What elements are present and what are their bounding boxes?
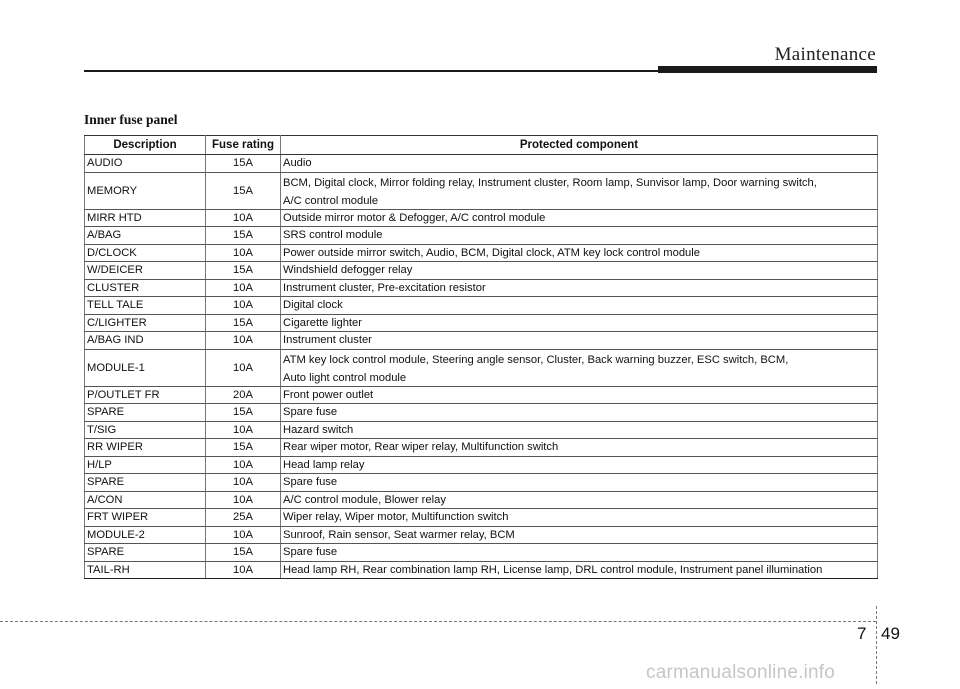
protected-component-line: ATM key lock control module, Steering angle sensor, Cluster, Back warning buzzer, ESC switch, BCM, [283, 353, 789, 366]
protected-component-line: Outside mirror motor & Defogger, A/C control module [283, 211, 546, 224]
protected-component [281, 314, 878, 332]
fuse-description: A/CON [85, 491, 206, 509]
protected-component [281, 439, 878, 457]
fuse-description: TELL TALE [85, 297, 206, 315]
protected-component [281, 172, 878, 209]
protected-component-line: Instrument cluster, Pre-excitation resistor [283, 281, 486, 294]
protected-component-line: Windshield defogger relay [283, 264, 413, 277]
protected-component-line: Spare fuse [283, 406, 338, 419]
fuse-description: AUDIO [85, 155, 206, 173]
column-header-description: Description [85, 136, 206, 155]
fuse-rating: 15A [206, 172, 281, 209]
fuse-description: C/LIGHTER [85, 314, 206, 332]
fuse-rating: 10A [206, 491, 281, 509]
protected-component-line: Sunroof, Rain sensor, Seat warmer relay, BCM [283, 528, 515, 541]
fuse-description: CLUSTER [85, 279, 206, 297]
table-row [85, 172, 878, 209]
protected-component [281, 526, 878, 544]
table-row [85, 544, 878, 562]
table-row [85, 155, 878, 173]
table-row [85, 456, 878, 474]
protected-component [281, 509, 878, 527]
fuse-rating: 20A [206, 386, 281, 404]
fuse-description: MIRR HTD [85, 209, 206, 227]
fuse-rating: 15A [206, 404, 281, 422]
fuse-rating: 10A [206, 421, 281, 439]
fuse-rating: 10A [206, 561, 281, 579]
protected-component [281, 561, 878, 579]
table-row [85, 314, 878, 332]
fuse-rating: 10A [206, 332, 281, 350]
header-rule-thick [658, 66, 877, 73]
protected-component [281, 262, 878, 280]
table-row [85, 227, 878, 245]
fuse-table [84, 135, 878, 579]
fuse-description: D/CLOCK [85, 244, 206, 262]
fuse-rating: 25A [206, 509, 281, 527]
protected-component-line: Head lamp relay [283, 458, 365, 471]
protected-component-line: Front power outlet [283, 388, 374, 401]
table-row [85, 262, 878, 280]
fuse-rating: 15A [206, 227, 281, 245]
table-row [85, 244, 878, 262]
protected-component [281, 349, 878, 386]
column-header-protected-component: Protected component [281, 136, 878, 155]
fuse-rating: 10A [206, 456, 281, 474]
protected-component-line: Rear wiper motor, Rear wiper relay, Multifunction switch [283, 441, 559, 454]
protected-component-line: BCM, Digital clock, Mirror folding relay, Instrument cluster, Room lamp, Sunvisor lamp, Door warning switch, [283, 176, 817, 189]
protected-component [281, 474, 878, 492]
table-row [85, 561, 878, 579]
section-title: Inner fuse panel [84, 112, 178, 127]
fuse-description: SPARE [85, 544, 206, 562]
fuse-description: MEMORY [85, 172, 206, 209]
fuse-description: SPARE [85, 404, 206, 422]
protected-component [281, 491, 878, 509]
protected-component-line: Instrument cluster [283, 334, 372, 347]
fuse-rating: 15A [206, 439, 281, 457]
fuse-description: T/SIG [85, 421, 206, 439]
protected-component-line: Power outside mirror switch, Audio, BCM, Digital clock, ATM key lock control module [283, 246, 700, 259]
fuse-description: MODULE-2 [85, 526, 206, 544]
page-number: 49 [881, 624, 900, 643]
protected-component [281, 386, 878, 404]
footer-dashed-rule [0, 621, 876, 622]
fuse-table-body [85, 155, 878, 579]
table-row [85, 297, 878, 315]
protected-component [281, 544, 878, 562]
fuse-rating: 10A [206, 209, 281, 227]
table-row [85, 526, 878, 544]
fuse-description: FRT WIPER [85, 509, 206, 527]
watermark-text: carmanualsonline.info [646, 662, 836, 683]
protected-component [281, 279, 878, 297]
protected-component-line: Wiper relay, Wiper motor, Multifunction switch [283, 511, 509, 524]
protected-component [281, 456, 878, 474]
table-header-row [85, 136, 878, 155]
protected-component [281, 332, 878, 350]
fuse-description: P/OUTLET FR [85, 386, 206, 404]
table-row [85, 332, 878, 350]
protected-component-line: Auto light control module [283, 371, 407, 384]
fuse-description: H/LP [85, 456, 206, 474]
table-row [85, 386, 878, 404]
header-rule-thin [84, 70, 664, 72]
table-row [85, 279, 878, 297]
table-row [85, 404, 878, 422]
table-row [85, 209, 878, 227]
protected-component-line: SRS control module [283, 229, 383, 242]
column-header-fuse-rating: Fuse rating [206, 136, 281, 155]
table-row [85, 421, 878, 439]
protected-component [281, 421, 878, 439]
protected-component-line: Digital clock [283, 299, 343, 312]
fuse-rating: 15A [206, 314, 281, 332]
protected-component [281, 244, 878, 262]
fuse-rating: 10A [206, 349, 281, 386]
page-chapter-number: 7 [857, 624, 867, 643]
footer-vertical-dashed-rule [876, 606, 877, 684]
protected-component-line: Cigarette lighter [283, 316, 362, 329]
protected-component-line: A/C control module, Blower relay [283, 493, 446, 506]
fuse-description: MODULE-1 [85, 349, 206, 386]
protected-component-line: Head lamp RH, Rear combination lamp RH, License lamp, DRL control module, Instrument panel illumination [283, 563, 823, 576]
protected-component-line: A/C control module [283, 194, 379, 207]
fuse-description: A/BAG [85, 227, 206, 245]
protected-component [281, 155, 878, 173]
fuse-description: RR WIPER [85, 439, 206, 457]
fuse-rating: 15A [206, 155, 281, 173]
protected-component [281, 404, 878, 422]
header-title: Maintenance [774, 44, 876, 65]
protected-component-line: Audio [283, 157, 312, 170]
fuse-rating: 15A [206, 544, 281, 562]
protected-component-line: Spare fuse [283, 476, 338, 489]
protected-component-line: Hazard switch [283, 423, 354, 436]
fuse-rating: 10A [206, 526, 281, 544]
fuse-rating: 15A [206, 262, 281, 280]
protected-component [281, 227, 878, 245]
protected-component [281, 297, 878, 315]
table-row [85, 349, 878, 386]
table-row [85, 439, 878, 457]
protected-component-line: Spare fuse [283, 546, 338, 559]
table-row [85, 509, 878, 527]
fuse-description: A/BAG IND [85, 332, 206, 350]
fuse-rating: 10A [206, 474, 281, 492]
fuse-rating: 10A [206, 279, 281, 297]
protected-component [281, 209, 878, 227]
fuse-description: SPARE [85, 474, 206, 492]
fuse-rating: 10A [206, 297, 281, 315]
fuse-rating: 10A [206, 244, 281, 262]
table-row [85, 474, 878, 492]
fuse-description: TAIL-RH [85, 561, 206, 579]
fuse-description: W/DEICER [85, 262, 206, 280]
table-row [85, 491, 878, 509]
